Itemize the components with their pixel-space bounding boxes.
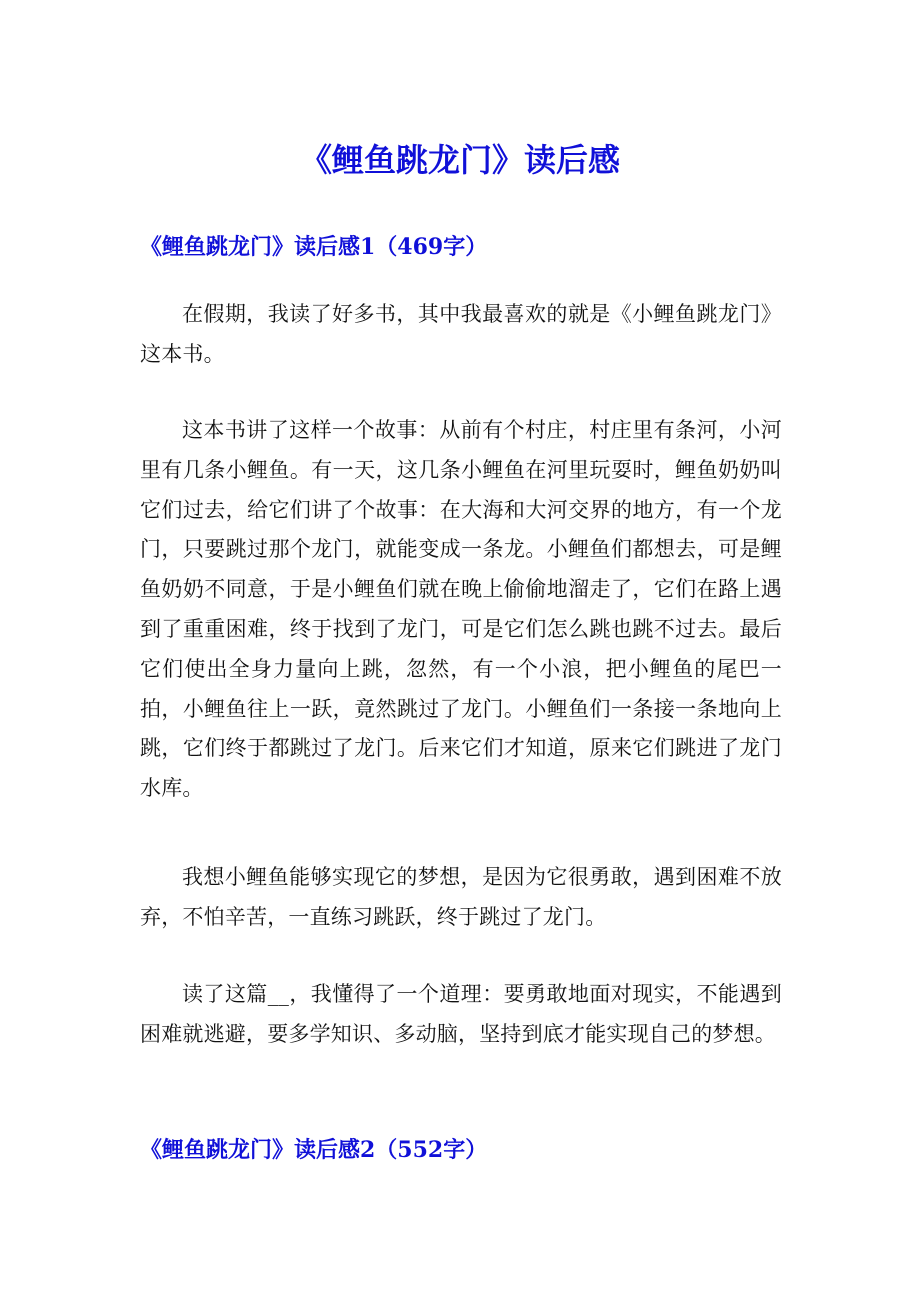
- paragraph-2: 这本书讲了这样一个故事：从前有个村庄，村庄里有条河，小河里有几条小鲤鱼。有一天，这几条小鲤鱼在河里玩耍时，鲤鱼奶奶叫它们过去，给它们讲了个故事：在大海和大河交界的地方，有一个龙门，只要跳过那个龙门，就能变成一条龙。小鲤鱼们都想去，可是鲤鱼奶奶不同意，于是小鲤鱼们就在晚上偷偷地溜走了，它们在路上遇到了重重困难，终于找到了龙门，可是它们怎么跳也跳不过去。最后它们使出全身力量向上跳，忽然，有一个小浪，把小鲤鱼的尾巴一拍，小鲤鱼往上一跃，竟然跳过了龙门。小鲤鱼们一条接一条地向上跳，它们终于都跳过了龙门。后来它们才知道，原来它们跳进了龙门水库。: [140, 418, 782, 801]
- paragraph-1: 在假期，我读了好多书，其中我最喜欢的就是《小鲤鱼跳龙门》这本书。: [140, 302, 782, 366]
- paragraph-3: 我想小鲤鱼能够实现它的梦想，是因为它很勇敢，遇到困难不放弃，不怕辛苦，一直练习跳跃，终于跳过了龙门。: [140, 865, 782, 929]
- document-title: 《鲤鱼跳龙门》读后感: [299, 141, 620, 179]
- section-heading-1: 《鲤鱼跳龙门》读后感1（469字）: [140, 234, 488, 260]
- section-heading-2: 《鲤鱼跳龙门》读后感2（552字）: [140, 1137, 488, 1163]
- paragraph-4: 读了这篇__，我懂得了一个道理：要勇敢地面对现实，不能遇到困难就逃避，要多学知识、多动脑，坚持到底才能实现自己的梦想。: [140, 982, 782, 1046]
